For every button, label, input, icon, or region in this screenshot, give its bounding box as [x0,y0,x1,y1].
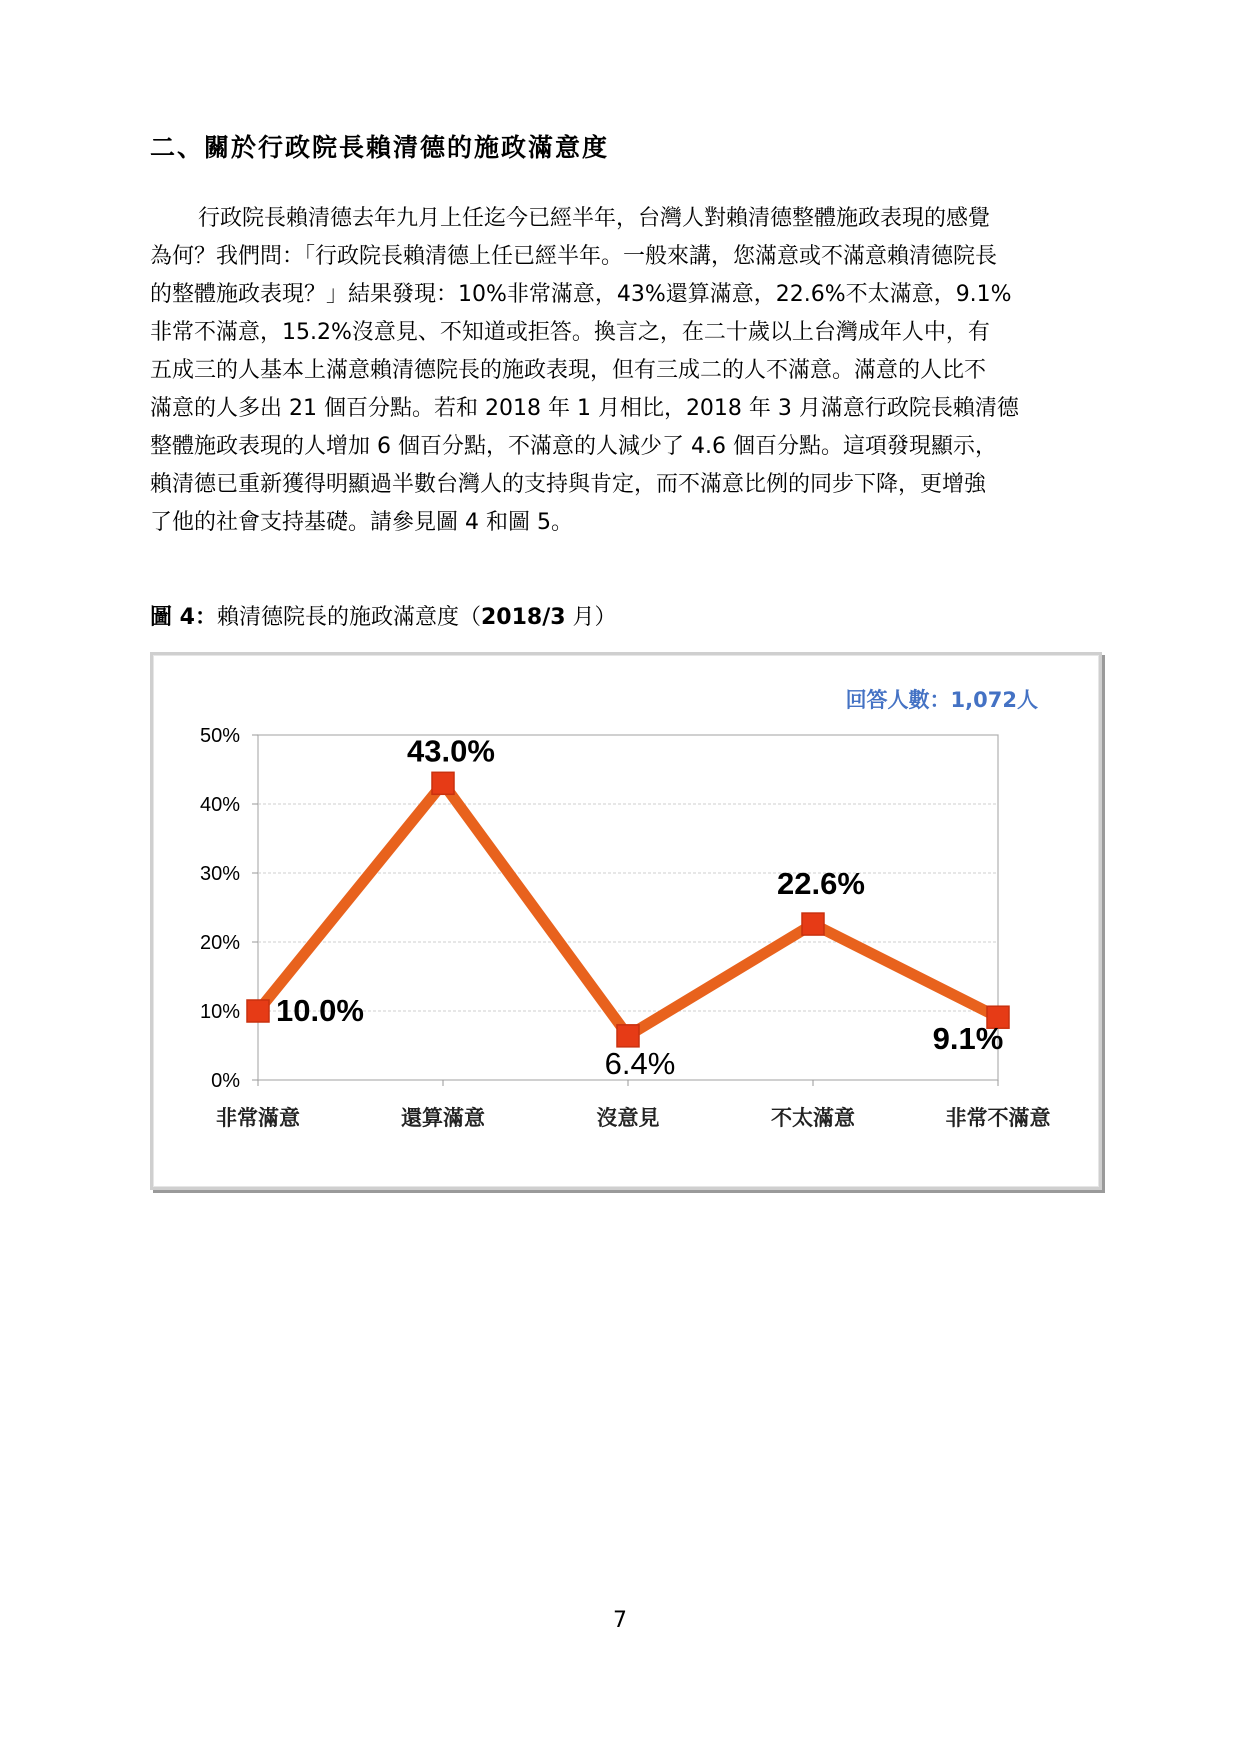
paragraph-line: 的整體施政表現？」結果發現：10%非常滿意，43%還算滿意，22.6%不太滿意，9.1% [150,282,1012,307]
y-tick-label: 50% [199,725,240,747]
figure-caption-suffix: 月） [565,605,617,630]
y-tick-label: 40% [199,794,240,816]
paragraph-line: 為何？我們問：「行政院長賴清德上任已經半年。一般來講，您滿意或不滿意賴清德院長 [150,244,998,269]
respondents-annotation: 回答人數：1,072人 [845,688,1038,712]
x-tick-label: 不太滿意 [771,1106,855,1130]
line-chart [153,655,1099,1187]
y-tick-label: 20% [199,932,240,954]
paragraph-line: 五成三的人基本上滿意賴清德院長的施政表現，但有三成二的人不滿意。滿意的人比不 [150,358,987,383]
series-line [258,783,998,1036]
y-tick-label: 0% [211,1070,240,1092]
figure-caption-date: 2018/3 [480,605,566,630]
page-number: 7 [613,1608,627,1633]
body-paragraph [150,200,1102,542]
data-point-marker [247,1000,269,1022]
paragraph-line: 賴清德已重新獲得明顯過半數台灣人的支持與肯定，而不滿意比例的同步下降，更增強 [150,472,987,497]
data-label: 22.6% [777,866,865,902]
chart-frame [150,652,1102,1190]
paragraph-line: 行政院長賴清德去年九月上任迄今已經半年，台灣人對賴清德整體施政表現的感覺 [198,206,991,231]
x-tick-label: 沒意見 [596,1106,660,1130]
data-label: 43.0% [407,733,495,769]
x-tick-label: 還算滿意 [401,1106,485,1130]
figure-caption-main: 賴清德院長的施政滿意度（ [216,605,481,630]
data-label: 6.4% [604,1045,676,1081]
data-point-marker [432,772,454,794]
paragraph-line: 整體施政表現的人增加 6 個百分點，不滿意的人減少了 4.6 個百分點。這項發現顯示， [150,434,997,459]
paragraph-line: 非常不滿意，15.2%沒意見、不知道或拒答。換言之，在二十歲以上台灣成年人中，有 [150,320,990,345]
x-tick-label: 非常不滿意 [945,1106,1051,1130]
data-point-marker [617,1025,639,1047]
figure-caption [150,600,617,631]
x-tick-label: 非常滿意 [216,1106,300,1130]
paragraph-line: 了他的社會支持基礎。請參見圖 4 和圖 5。 [150,510,573,535]
data-label: 9.1% [932,1021,1004,1057]
paragraph-line: 滿意的人多出 21 個百分點。若和 2018 年 1 月相比，2018 年 3 月滿意行政院長賴清德 [150,396,1019,421]
figure-caption-prefix: 圖 4： [150,605,217,630]
data-label: 10.0% [276,993,364,1028]
y-tick-label: 10% [199,1001,240,1023]
data-point-marker [802,913,824,935]
y-tick-label: 30% [199,863,240,885]
section-heading: 二、關於行政院長賴清德的施政滿意度 [150,133,610,162]
